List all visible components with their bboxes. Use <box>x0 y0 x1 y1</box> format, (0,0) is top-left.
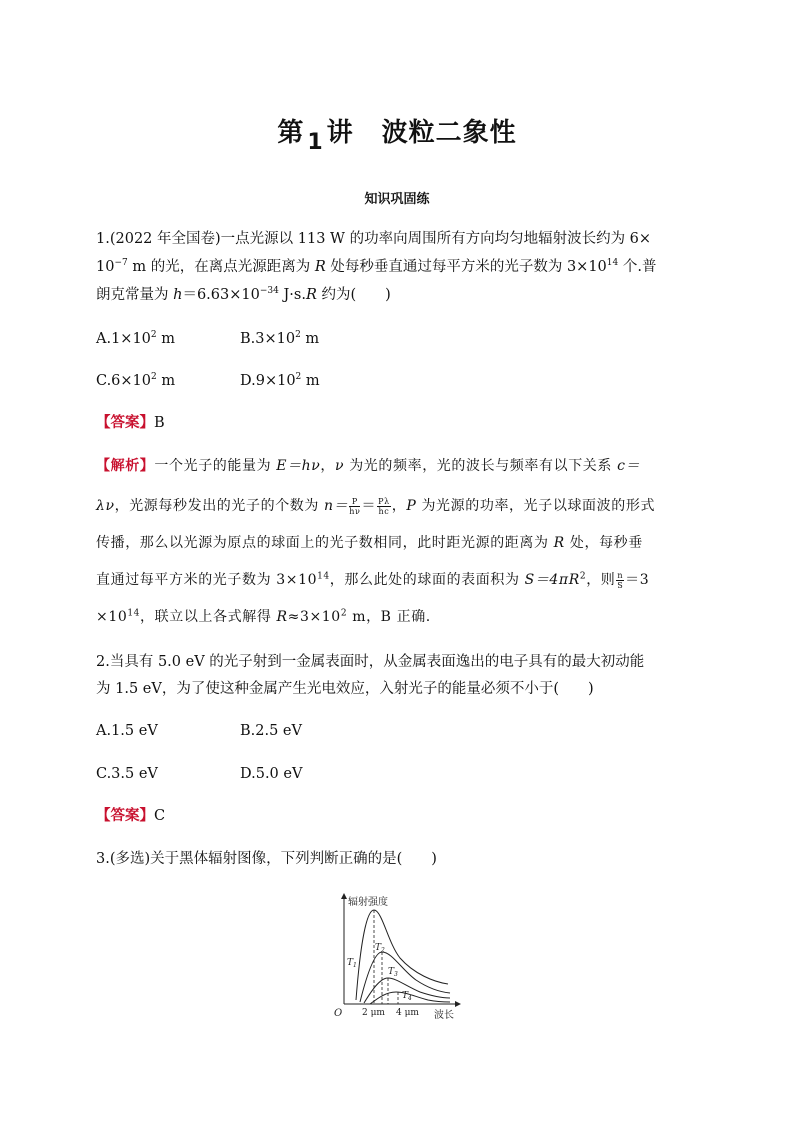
title-prefix: 第 <box>277 118 305 148</box>
q2-option-b: B.2.5 eV <box>240 723 302 739</box>
curve-label-t3: $T_3$ <box>388 967 398 978</box>
q2-answer: 【答案】C <box>96 807 166 824</box>
section-subtitle: 知识巩固练 <box>364 192 430 207</box>
curve-label-t1: $T_1$ <box>347 958 357 969</box>
y-axis-label: 辐射强度 <box>348 897 388 908</box>
title-suffix: 讲 <box>326 118 354 148</box>
q1-analysis-line-5: $\times 10^{14}$，联立以上各式解得 $R\approx 3\times 10^2$ m，B 正确. <box>96 608 431 625</box>
q1-line-3: 朗克常量为 $h=6.63\times 10^{-34}$ J·s.R 约为( ) <box>96 286 391 303</box>
q1-analysis-line-4: 直通过每平方米的光子数为 $3\times 10^{14}$，那么此处的球面的表面积为 $S=4\pi R^2$，则 $\frac{n}{S}$ ＝3 <box>96 570 650 590</box>
title-topic: 波粒二象性 <box>381 118 517 148</box>
curve-t1 <box>356 910 448 1000</box>
x-axis-label: 波长 <box>434 1010 454 1021</box>
q2-option-d: D.5.0 eV <box>240 766 303 782</box>
q1-analysis-line-3: 传播，那么以光源为原点的球面上的光子数相同，此时距光源的距离为 R 处，每秒垂 <box>96 535 643 551</box>
q1-option-b: $B.3\times 10^2$ m <box>240 330 320 347</box>
q1-answer: 【答案】B <box>96 414 165 431</box>
q2-option-a: A.1.5 eV <box>96 723 158 739</box>
q1-option-d: $D.9\times 10^2$ m <box>240 372 320 389</box>
q1-line-1: 1.(2022 年全国卷)一点光源以 113 W 的功率向周围所有方向均匀地辐射波长约为 6× <box>96 231 652 247</box>
lecture-number: 1 <box>307 130 324 155</box>
page-title <box>0 112 794 155</box>
q3-line-1: 3.(多选)关于黑体辐射图像，下列判断正确的是( ) <box>96 851 437 867</box>
curve-label-t4: $T_4$ <box>402 991 412 1002</box>
q2-line-2: 为 1.5 eV，为了使这种金属产生光电效应，入射光子的能量必须不小于( ) <box>96 681 594 697</box>
curve-label-t2: $T_2$ <box>375 943 385 954</box>
q2-line-1: 2.当具有 5.0 eV 的光子射到一金属表面时，从金属表面逸出的电子具有的最大初动能 <box>96 654 645 670</box>
q2-option-c: C.3.5 eV <box>96 766 158 782</box>
q1-option-a: $A.1\times 10^2$ m <box>96 330 175 347</box>
tick-label-2um: 2 μm <box>362 1008 385 1018</box>
q1-analysis-line-1: 【解析】一个光子的能量为 E＝hν，ν 为光的频率，光的波长与频率有以下关系 c＝ <box>96 458 641 474</box>
q1-line-2: $10^{-7}$ m 的光，在离点光源距离为 R 处每秒垂直通过每平方米的光子数为 $3\times 10^{14}$ 个.普 <box>96 258 657 275</box>
tick-label-4um: 4 μm <box>396 1008 419 1018</box>
origin-label: O <box>334 1008 343 1019</box>
q1-option-c: $C.6\times 10^2$ m <box>96 372 176 389</box>
q1-analysis-line-2: λν，光源每秒发出的光子的个数为 n＝ $\frac{P}{h\nu}$ ＝ $\frac{P\lambda}{hc}$ ，P 为光源的功率，光子以球面波的形式 <box>96 496 656 516</box>
blackbody-radiation-figure <box>330 888 470 1024</box>
